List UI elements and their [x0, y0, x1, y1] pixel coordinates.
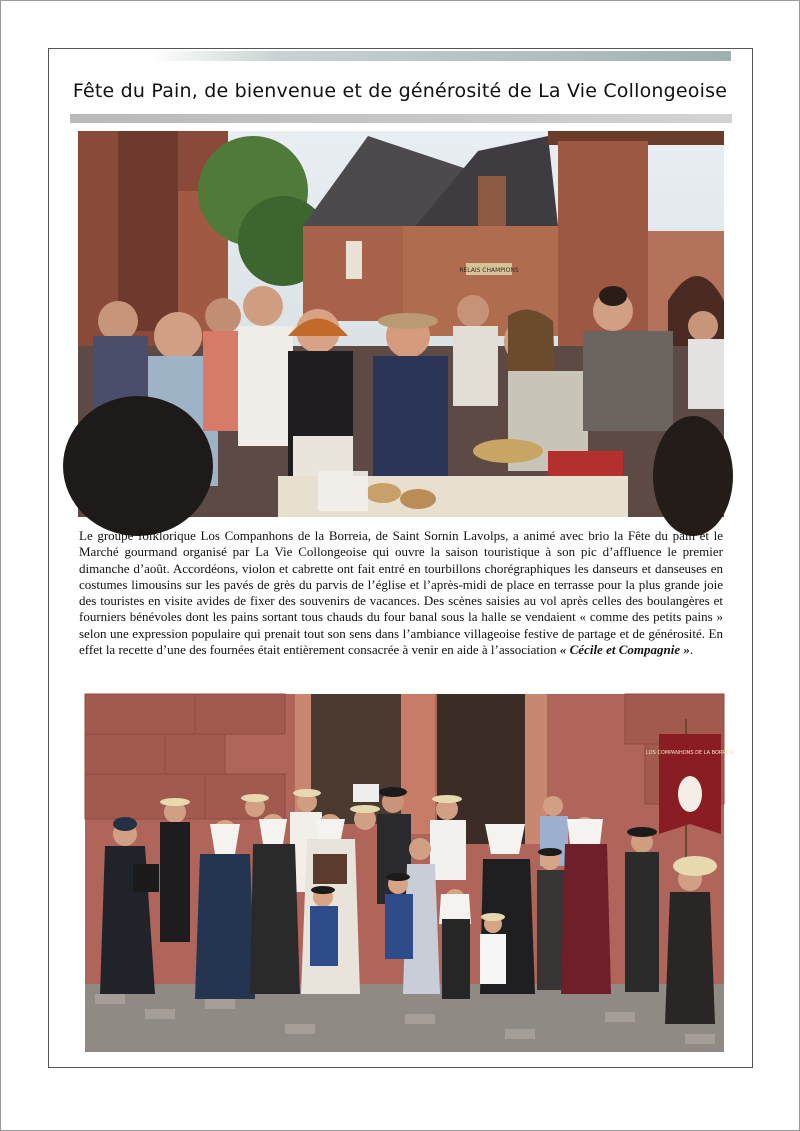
banner-text: LOS COMPANHONS DE LA BORREIA: [646, 750, 734, 756]
photo-bread-festival: [78, 131, 724, 517]
top-decorative-rule: [150, 51, 731, 61]
title-rule: [70, 114, 732, 123]
article-body: Le groupe folklorique Los Companhons de la Borreia, de Saint Sornin Lavolps, a animé avec brio la Fête du pain et le Marché gourmand organisé par La Vie Collongeoise qui ouvre la saison touristique à son pic d’affluence le premier dimanche d’août. Accordéons, violon et cabrette ont fait entré en tourbillons chorégraphiques les danseurs et danseuses en costumes limousins sur les pavés de grès du parvis de l’église et l’après-midi de place en terrasse pour la plus grande joie des touristes en visite avides de fixer des souvenirs de vacances. Des scènes saisies au vol après celles des boulangères et fourniers bénévoles dont les pains sortant tous chauds du four banal sous la halle se vendaient « comme des petits pains » selon une expression populaire qui prenait tout son sens dans l’ambiance villageoise festive de partage et de générosité. En effet la recette d’une des fournées était entièrement consacrée à venir en aide à l’association: [79, 528, 723, 658]
relais-sign-text: RELAIS CHAMPIONS: [459, 267, 519, 274]
association-name: « Cécile et Compagnie »: [559, 642, 690, 658]
page-title: Fête du Pain, de bienvenue et de générosité de La Vie Collongeoise: [72, 80, 728, 102]
article-end: .: [689, 642, 694, 658]
photo-folk-group: [85, 694, 734, 1052]
accordion: [133, 864, 159, 892]
article-text: [79, 528, 723, 658]
